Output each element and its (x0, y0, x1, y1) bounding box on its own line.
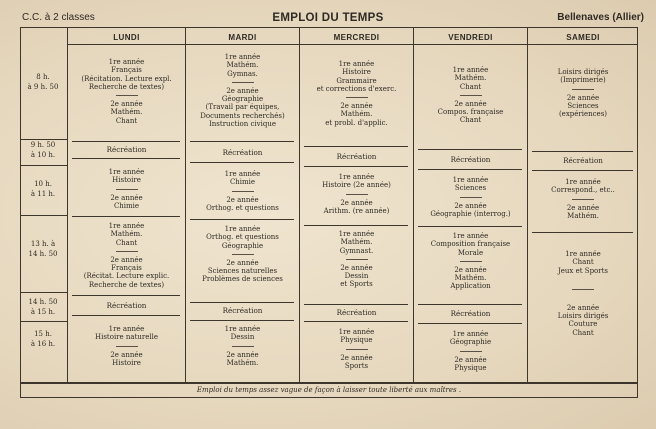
class-year-block: 2e année Chimie (110, 193, 143, 210)
vendredi-block-3 (414, 232, 527, 291)
year-separator (232, 346, 254, 347)
cell-rule (72, 141, 180, 142)
class-year-block: 1re année Histoire naturelle (94, 325, 159, 342)
year-separator (572, 89, 594, 90)
class-year-block: 1re année Dessin (224, 325, 261, 342)
mardi-block-2 (186, 170, 299, 212)
class-year-block: 2e année Mathém. et probl. d'applic. (325, 102, 388, 127)
class-year-block: 1re année Sciences (452, 176, 489, 193)
cell-rule (190, 141, 294, 142)
lundi-block-3 (68, 222, 185, 289)
cell-rule (418, 304, 522, 305)
cell-rule (190, 302, 294, 303)
class-year-block: 2e année Arithm. (re année) (323, 198, 390, 215)
class-year-block: 2e année Français (Récitat. Lecture explic. Recherche de textes) (83, 255, 170, 289)
year-separator (572, 289, 594, 290)
location-label: Bellenaves (Allier) (557, 12, 644, 23)
class-year-block: 2e année Orthog. et questions (206, 195, 279, 212)
time-rule (20, 292, 67, 293)
time-rule (20, 321, 67, 322)
day-header-mardi: MARDI (228, 33, 257, 42)
recreation-label: Récréation (450, 309, 491, 318)
cell-rule (532, 151, 633, 152)
cell-rule (190, 320, 294, 321)
mercredi-block-1 (300, 60, 413, 127)
class-year-block: 2e année Loisirs dirigés Couture Chant (557, 303, 609, 337)
header-rule (67, 44, 638, 45)
year-separator (346, 349, 368, 350)
class-year-block: 1re année Mathém. Gymnas. (224, 53, 261, 78)
mardi-block-3 (186, 225, 299, 284)
time-slot-2: 9 h. 50 à 10 h. (30, 141, 56, 159)
samedi-block-3 (528, 250, 638, 337)
cell-rule (72, 315, 180, 316)
year-separator (460, 95, 482, 96)
samedi-block-1 (528, 68, 638, 118)
recreation-label: Récréation (563, 156, 603, 165)
cell-rule (72, 158, 180, 159)
mardi-block-1 (186, 53, 299, 128)
samedi-block-2 (528, 178, 638, 220)
class-year-block: 1re année Mathém. Chant (452, 66, 489, 91)
recreation-label: Récréation (336, 152, 377, 161)
vendredi-block-4 (414, 330, 527, 372)
year-separator (116, 95, 138, 96)
day-header-mercredi: MERCREDI (333, 33, 380, 42)
class-year-block: 2e année Sciences naturelles Problèmes de sciences (202, 258, 283, 284)
class-year-block: 1re année Chimie (224, 170, 261, 187)
cell-rule (418, 323, 522, 324)
cell-rule (418, 226, 522, 227)
footer-note: Emploi du temps assez vague de façon à laisser toute liberté aux maîtres . (196, 386, 462, 394)
year-separator (460, 261, 482, 262)
class-year-block: 1re année Physique (338, 328, 375, 345)
year-separator (232, 191, 254, 192)
cell-rule (304, 146, 408, 147)
lundi-block-1 (68, 58, 185, 125)
year-separator (116, 189, 138, 190)
cell-rule (418, 169, 522, 170)
mercredi-block-4 (300, 328, 413, 370)
vendredi-block-1 (414, 66, 527, 125)
class-year-block: 2e année Mathém. (566, 203, 600, 220)
cell-rule (72, 216, 180, 217)
year-separator (572, 199, 594, 200)
class-year-block: 2e année Compos. française Chant (437, 99, 504, 125)
year-separator (116, 251, 138, 252)
year-separator (116, 346, 138, 347)
time-slot-3: 10 h. à 11 h. (30, 180, 56, 198)
class-year-block: 1re année Géographie (449, 330, 492, 347)
cell-rule (190, 162, 294, 163)
year-separator (232, 254, 254, 255)
year-separator (346, 97, 368, 98)
time-slot-6: 15 h. à 16 h. (30, 330, 56, 348)
class-year-block: 1re année Composition française Morale (430, 232, 511, 257)
class-year-block: 2e année Histoire (110, 350, 143, 367)
time-rule (20, 215, 67, 216)
vendredi-block-2 (414, 176, 527, 218)
class-year-block: 2e année Mathém. (226, 350, 259, 367)
class-year-block: 1re année Chant Jeux et Sports (557, 250, 609, 275)
class-year-block: 1re année Orthog. et questions Géographie (206, 225, 279, 250)
second-year: 2e année Mathém. Chant (110, 100, 143, 125)
class-year-block: 2e année Sports (340, 353, 373, 370)
class-year-block: Loisirs dirigés (Imprimerie) (557, 68, 609, 85)
year-separator (346, 194, 368, 195)
cell-rule (304, 321, 408, 322)
cell-rule (190, 219, 294, 220)
first-year: 1re année Français (Récitation. Lecture expl. Recherche de textes) (81, 58, 172, 91)
class-year-block: 2e année Géographie (interrog.) (430, 201, 511, 218)
year-separator (346, 259, 368, 260)
recreation-label: Récréation (222, 306, 263, 315)
class-year-block: 1re année Mathém. Gymnast. (338, 230, 375, 255)
class-year-block: 1re année Histoire Grammaire et corrections d'exerc. (316, 60, 397, 93)
recreation-label: Récréation (336, 308, 377, 317)
class-year-block: 2e année Dessin et Sports (340, 263, 373, 289)
recreation-label: Récréation (222, 148, 263, 157)
day-header-vendredi: VENDREDI (448, 33, 493, 42)
class-year-block: 1re année Correspond., etc.. (551, 178, 615, 195)
year-separator (232, 82, 254, 83)
mercredi-block-2 (300, 173, 413, 215)
cell-rule (532, 170, 633, 171)
footer-rule (20, 382, 638, 384)
year-separator (460, 351, 482, 352)
cell-rule (304, 304, 408, 305)
cell-rule (532, 232, 633, 233)
school-label: C.C. à 2 classes (22, 12, 95, 23)
time-rule (20, 165, 67, 166)
mercredi-block-3 (300, 230, 413, 289)
mardi-block-4 (186, 325, 299, 367)
year-separator (460, 197, 482, 198)
recreation-label: Récréation (450, 155, 491, 164)
cell-rule (304, 166, 408, 167)
class-year-block: 2e année Géographie (Travail par équipes, Documents recherchés) Instruction civique (200, 86, 285, 129)
recreation-label: Récréation (106, 145, 147, 154)
lundi-block-2 (68, 168, 185, 210)
time-slot-4: 13 h. à 14 h. 50 (28, 240, 58, 258)
class-year-block: 2e année Mathém. Application (450, 265, 491, 291)
time-slot-5: 14 h. 50 à 15 h. (28, 298, 58, 316)
class-year-block: 1re année Histoire (108, 168, 145, 185)
class-year-block: 1re année Histoire (2e année) (322, 173, 391, 190)
class-year-block: 2e année Sciences (expériences) (558, 93, 608, 119)
day-header-samedi: SAMEDI (566, 33, 600, 42)
cell-rule (418, 149, 522, 150)
lundi-block-4 (68, 325, 185, 367)
class-year-block: 2e année Physique (454, 355, 487, 372)
page-title: EMPLOI DU TEMPS (272, 12, 384, 24)
day-header-lundi: LUNDI (113, 33, 140, 42)
class-year-block: 1re année Mathém. Chant (108, 222, 145, 247)
recreation-label: Récréation (106, 301, 147, 310)
cell-rule (304, 225, 408, 226)
time-rule (20, 139, 67, 140)
time-slot-1: 8 h. à 9 h. 50 (27, 73, 59, 91)
cell-rule (72, 295, 180, 296)
